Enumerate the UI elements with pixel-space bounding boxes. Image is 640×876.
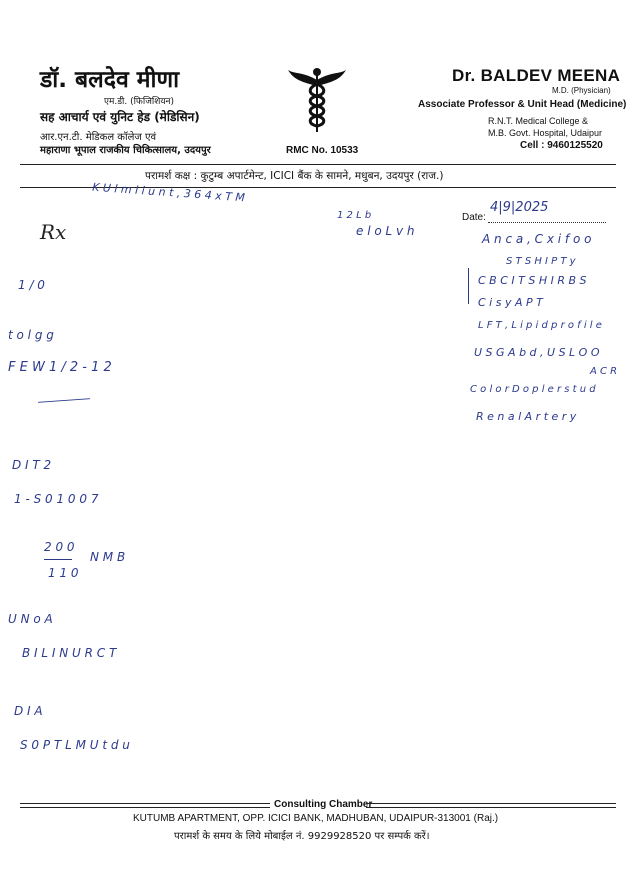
handwritten-right-2: S T S H I P T y bbox=[506, 256, 576, 267]
handwritten-left-4: D I T 2 bbox=[12, 458, 52, 472]
college-english: R.N.T. Medical College & bbox=[488, 116, 589, 126]
handwritten-complaint: K U l m l i u n t , 3 6 4 x T M bbox=[91, 180, 246, 205]
handwritten-left-10: B I L I N U R C T bbox=[22, 646, 117, 660]
title-hindi: सह आचार्य एवं युनिट हेड (मेडिसिन) bbox=[40, 110, 200, 124]
handwritten-left-6: 2 0 0 bbox=[44, 540, 75, 554]
chamber-address-hindi: परामर्श कक्ष : कुटुम्ब अपार्टमेन्ट, ICICI बैंक के सामने, मधुबन, उदयपुर (राज.) bbox=[145, 170, 444, 182]
handwritten-left-1: 1 / 0 bbox=[18, 278, 45, 292]
date-label: Date: bbox=[462, 212, 486, 223]
hospital-english: M.B. Govt. Hospital, Udaipur bbox=[488, 128, 603, 138]
date-value: 4|9|2025 bbox=[490, 200, 549, 215]
handwritten-right-3: C B C I T S H I R B S bbox=[478, 274, 587, 287]
handwritten-left-7: 1 1 0 bbox=[48, 566, 79, 580]
footer-rule-right-a bbox=[366, 803, 616, 804]
header-divider-top bbox=[20, 164, 616, 165]
footer-contact-hindi: परामर्श के समय के लिये मोबाईल नं. 9929928520 पर सम्पर्क करें। bbox=[174, 831, 430, 842]
handwritten-left-3: F E W 1 / 2 - 1 2 bbox=[8, 360, 112, 375]
caduceus-icon bbox=[286, 66, 348, 134]
rmc-number: RMC No. 10533 bbox=[286, 145, 359, 156]
handwritten-left-12: S 0 P T L M U t d u bbox=[20, 738, 130, 752]
handwritten-right-9: R e n a l A r t e r y bbox=[476, 410, 577, 423]
footer-rule-left-b bbox=[20, 807, 270, 808]
doctor-name-hindi: डॉ. बलदेव मीणा bbox=[40, 67, 180, 93]
handwritten-left-8: N M B bbox=[90, 550, 126, 564]
handwritten-right-1: A n c a , C x i f o o bbox=[482, 232, 592, 246]
handwritten-left-11: D I A bbox=[14, 704, 43, 718]
footer-address: KUTUMB APARTMENT, OPP. ICICI BANK, MADHUBAN, UDAIPUR-313001 (Raj.) bbox=[133, 813, 499, 824]
handwritten-bracket bbox=[468, 268, 469, 304]
degree-hindi: एम.डी. (फिजिशियन) bbox=[104, 97, 175, 107]
handwritten-left-5: 1 - S 0 1 0 0 7 bbox=[14, 492, 99, 506]
cell-number: Cell : 9460125520 bbox=[520, 140, 603, 151]
footer-rule-right-b bbox=[366, 807, 616, 808]
college-hindi: आर.एन.टी. मेडिकल कॉलेज एवं bbox=[40, 132, 157, 143]
hospital-hindi: महाराणा भूपाल राजकीय चिकित्सालय, उदयपुर bbox=[40, 145, 211, 156]
rx-symbol: Rx bbox=[40, 220, 67, 244]
handwritten-left-2: t o l g g bbox=[8, 328, 54, 342]
handwritten-right-5: L F T , L i p i d p r o f i l e bbox=[478, 320, 602, 331]
date-underline bbox=[488, 222, 606, 223]
handwritten-note-b: e l o L v h bbox=[356, 224, 415, 238]
doctor-name-english: Dr. BALDEV MEENA bbox=[452, 66, 621, 85]
handwritten-right-4: C i s y A P T bbox=[478, 296, 543, 309]
footer-rule-left-a bbox=[20, 803, 270, 804]
handwritten-underline bbox=[38, 398, 90, 403]
fraction-bar bbox=[44, 559, 72, 560]
degree-english: M.D. (Physician) bbox=[552, 86, 611, 95]
handwritten-note-a: 1 2 L b bbox=[337, 210, 372, 221]
handwritten-right-6: U S G A b d , U S L O O bbox=[474, 346, 600, 359]
title-english: Associate Professor & Unit Head (Medicine) bbox=[418, 99, 627, 110]
handwritten-right-8: C o l o r D o p l e r s t u d bbox=[470, 384, 596, 395]
footer-heading: Consulting Chamber bbox=[274, 799, 373, 810]
handwritten-right-7: A C R bbox=[590, 366, 618, 377]
handwritten-left-9: U N o A bbox=[8, 612, 53, 626]
